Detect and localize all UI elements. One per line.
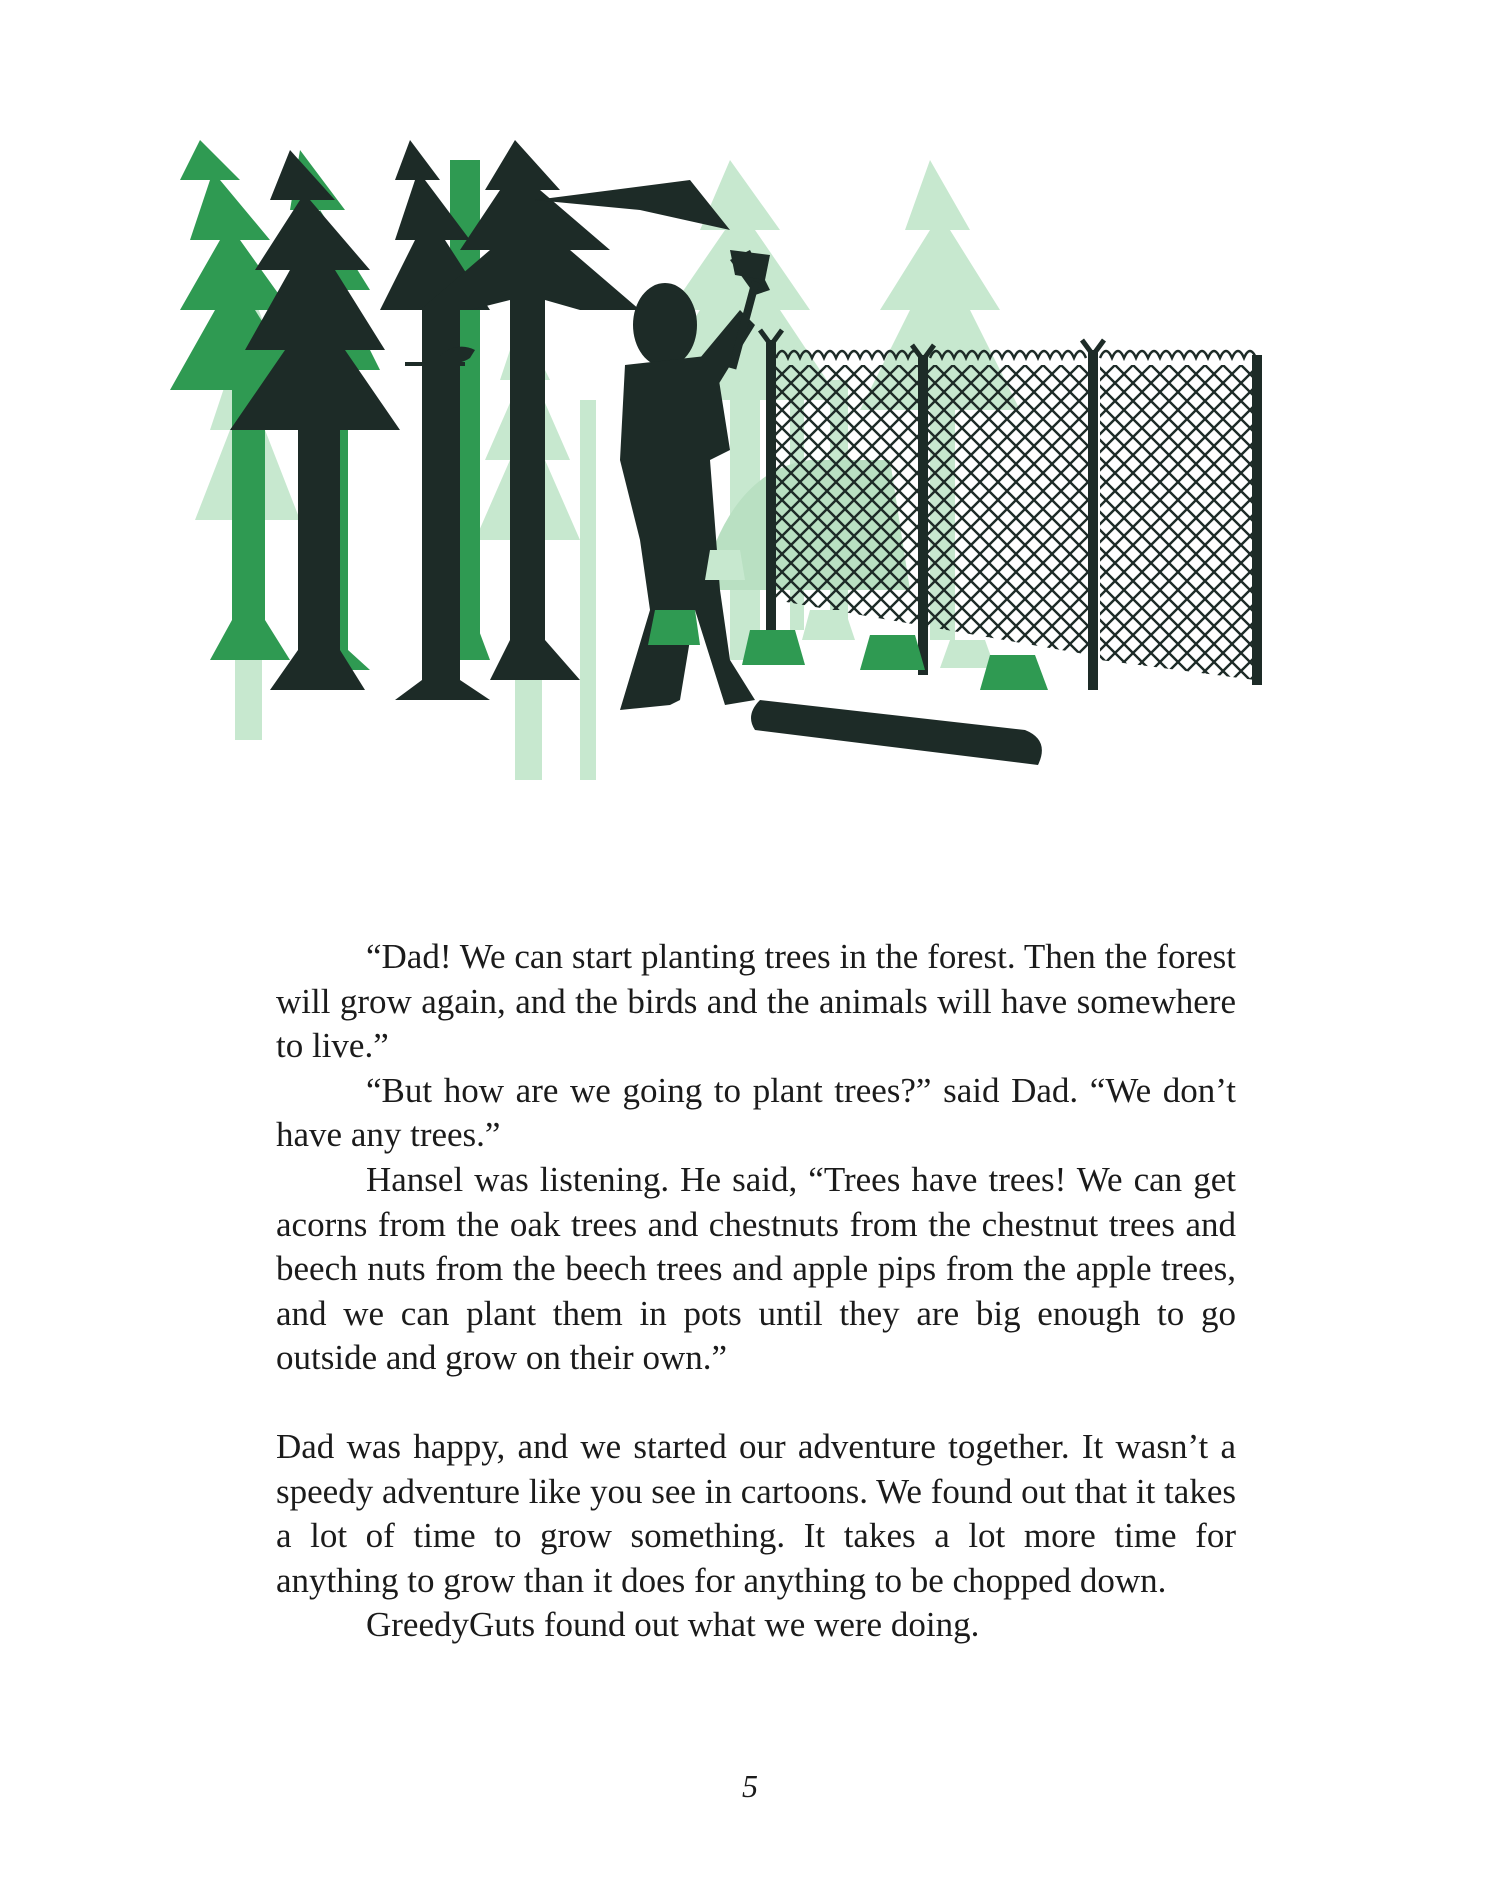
forest-illustration [170,140,1350,920]
page-number: 5 [742,1768,758,1804]
fallen-log-icon [751,700,1042,765]
story-text [276,935,1236,1648]
story-paragraph: “But how are we going to plant trees?” said Dad. “We don’t have any trees.” [276,1070,1236,1155]
story-paragraph: GreedyGuts found out what we were doing. [366,1605,980,1645]
story-paragraph: Hansel was listening. He said, “Trees have trees! We can get acorns from the oak trees and chestnuts from the chestnut trees and beech nuts from the beech trees and apple pips from the apple trees, and we can plant them in pots until they are big enough to go outside and grow on their own.” [276,1159,1236,1378]
paragraph-gap [276,1381,1236,1425]
story-paragraph: Dad was happy, and we started our adventure together. It wasn’t a speedy adventure like you see in cartoons. We found out that it takes a lot of time to grow something. It takes a lot more time for anything to grow than it does for anything to be chopped down. [276,1426,1236,1600]
story-paragraph: “Dad! We can start planting trees in the forest. Then the forest will grow again, and the birds and the animals will have somewhere to live.” [276,937,1236,1066]
